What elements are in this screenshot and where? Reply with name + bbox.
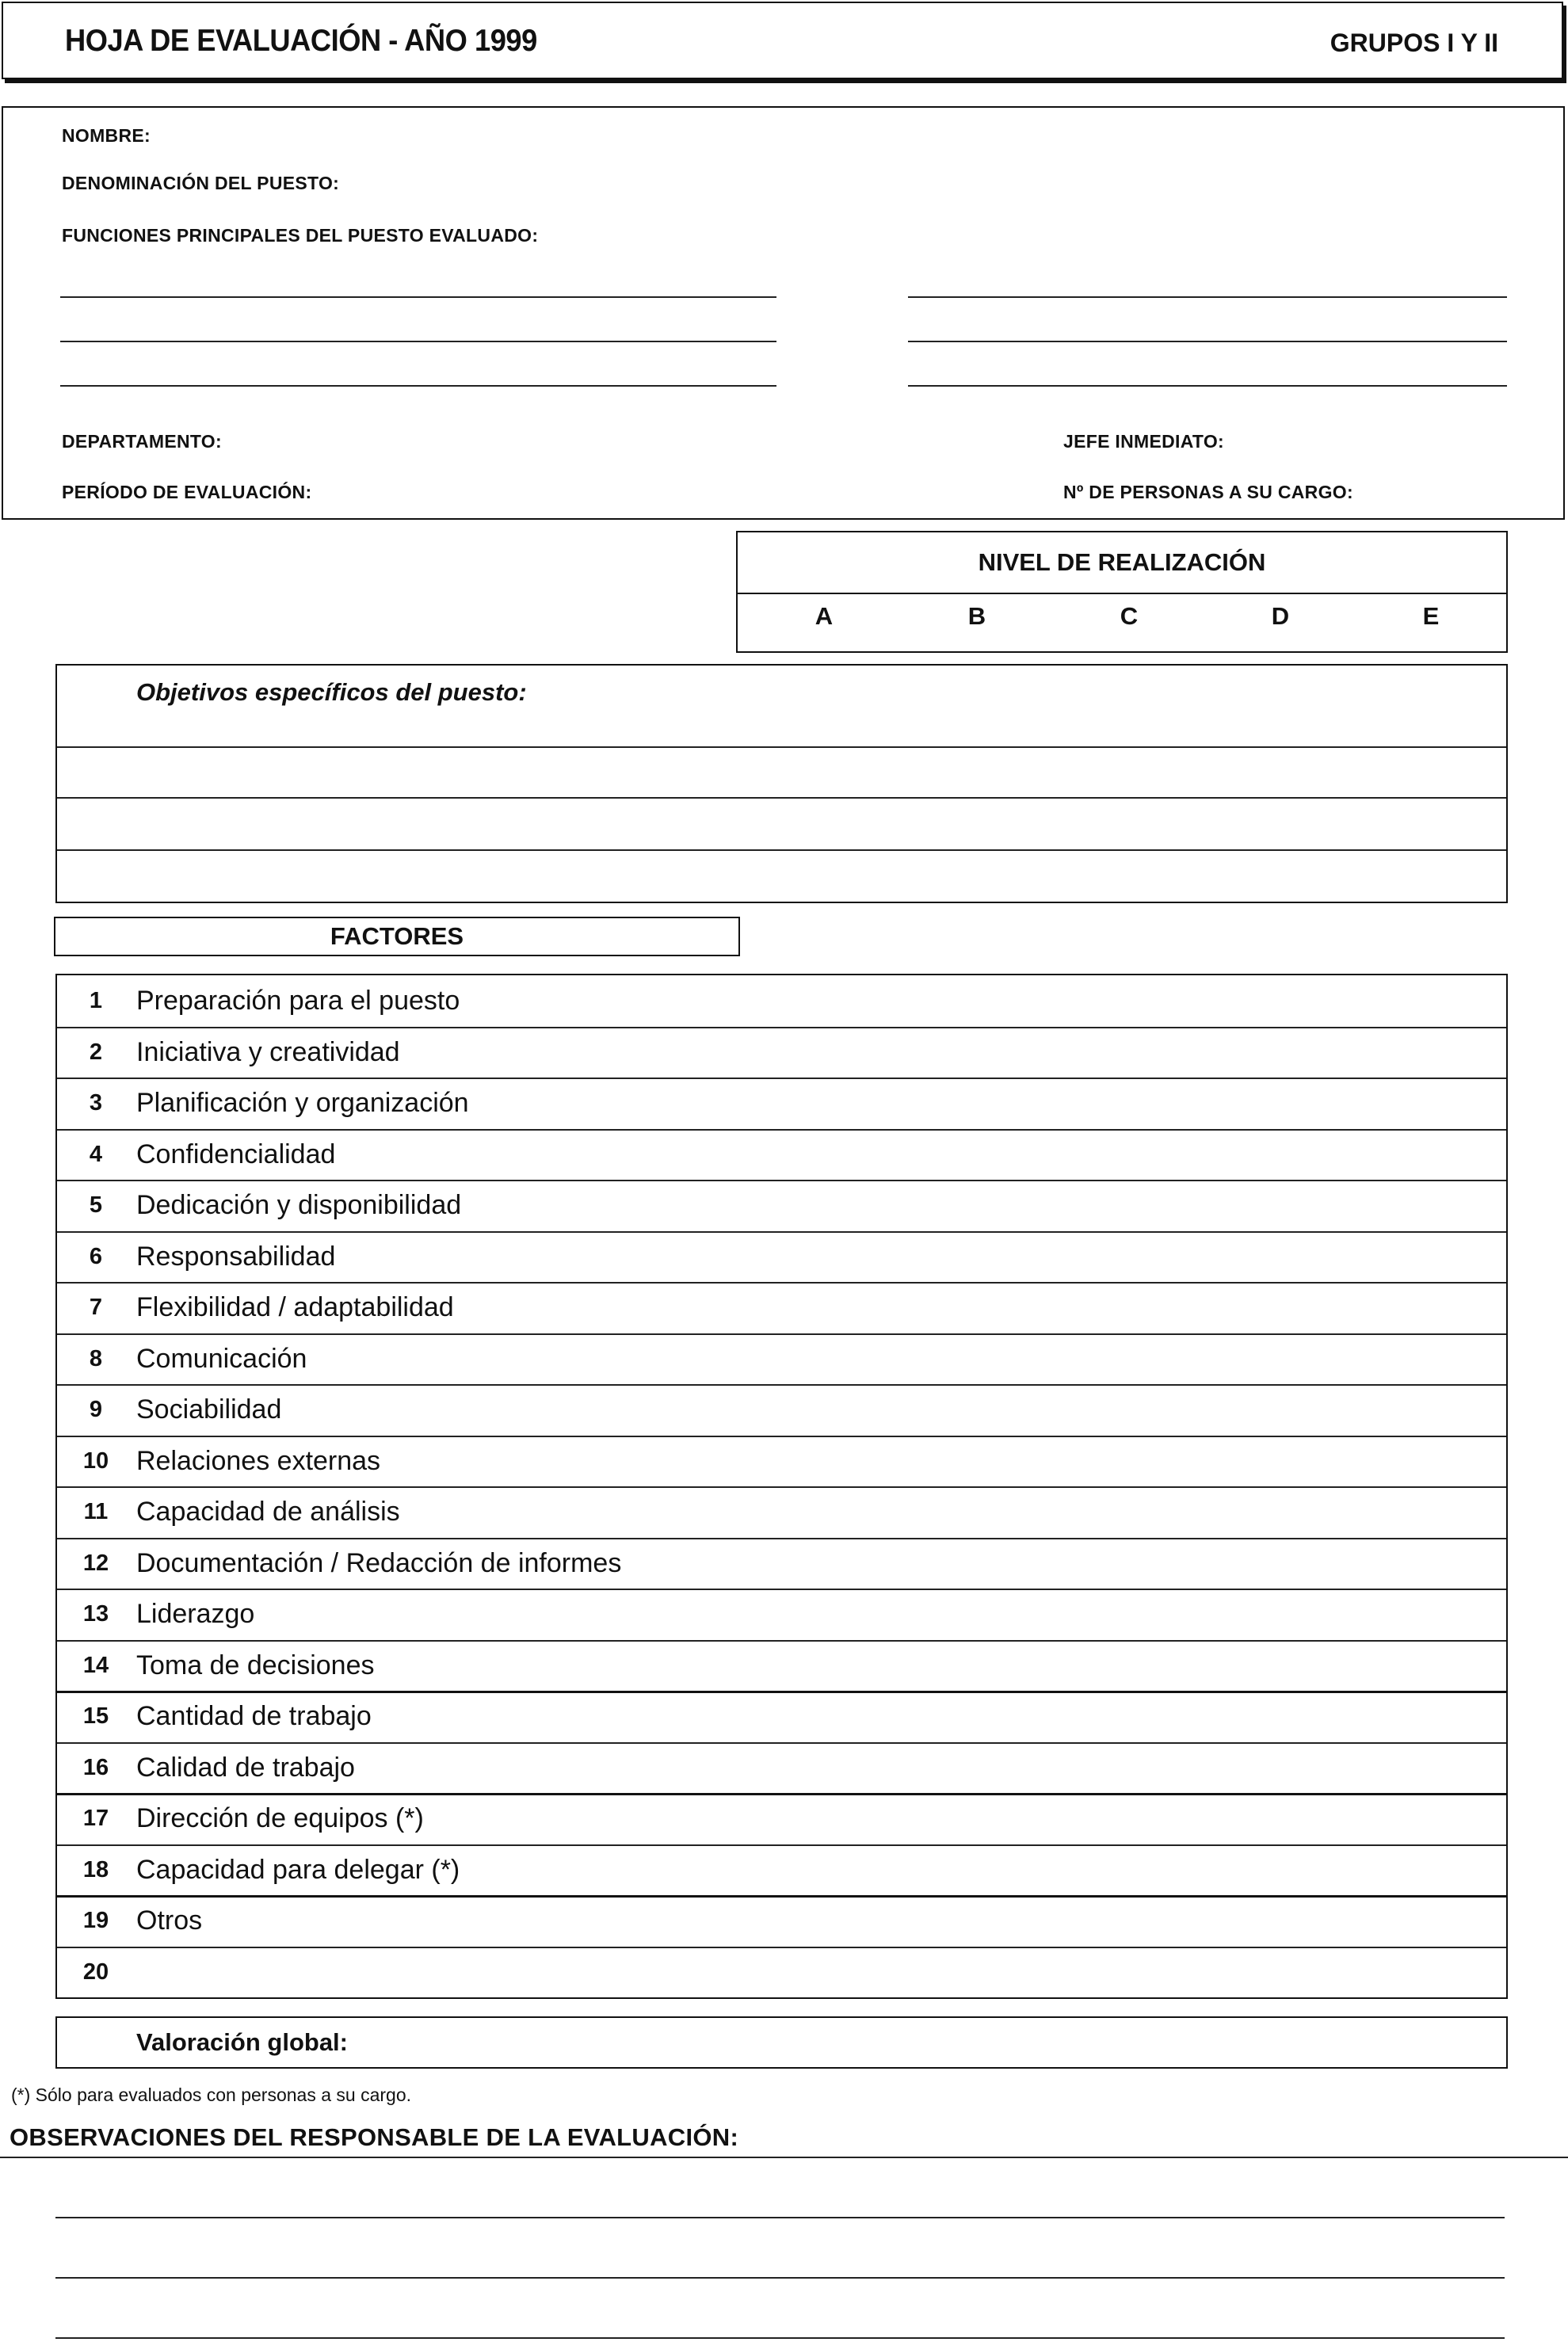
factor-number: 13 xyxy=(82,1601,109,1627)
observaciones-line[interactable] xyxy=(55,2217,1505,2218)
factor-label: Sociabilidad xyxy=(136,1394,282,1425)
document-header xyxy=(2,2,1563,79)
factor-row[interactable] xyxy=(57,1333,1506,1387)
factor-number: 12 xyxy=(82,1550,109,1576)
funciones-label: FUNCIONES PRINCIPALES DEL PUESTO EVALUADO: xyxy=(62,225,539,246)
factor-number: 10 xyxy=(82,1448,109,1474)
footnote: (*) Sólo para evaluados con personas a su cargo. xyxy=(11,2085,412,2105)
factor-label: Liderazgo xyxy=(136,1599,255,1629)
factor-row[interactable] xyxy=(57,1844,1506,1898)
factor-row[interactable] xyxy=(57,1129,1506,1182)
factor-number: 19 xyxy=(82,1908,109,1933)
denominacion-label: DENOMINACIÓN DEL PUESTO: xyxy=(62,173,340,193)
factor-label: Iniciativa y creatividad xyxy=(136,1036,400,1067)
factor-label: Otros xyxy=(136,1905,203,1936)
factor-row[interactable] xyxy=(57,1640,1506,1694)
periodo-label: PERÍODO DE EVALUACIÓN: xyxy=(62,482,312,502)
factor-number: 11 xyxy=(83,1499,109,1524)
observaciones-line[interactable] xyxy=(55,2337,1505,2339)
nivel-realizacion-box xyxy=(736,531,1508,653)
factor-label: Cantidad de trabajo xyxy=(136,1701,372,1731)
observaciones-line[interactable] xyxy=(55,2277,1505,2279)
document-title: HOJA DE EVALUACIÓN - AÑO 1999 xyxy=(65,24,537,58)
factor-row[interactable] xyxy=(57,1282,1506,1335)
factor-label: Documentación / Redacción de informes xyxy=(136,1547,622,1578)
factor-number: 18 xyxy=(82,1856,109,1882)
funciones-line[interactable] xyxy=(60,385,776,387)
factor-label: Dedicación y disponibilidad xyxy=(136,1190,462,1220)
objetivo-line[interactable] xyxy=(57,849,1506,851)
jefe-inmediato-label: JEFE INMEDIATO: xyxy=(1063,431,1224,452)
factor-label: Capacidad de análisis xyxy=(136,1497,400,1527)
valoracion-global-label: Valoración global: xyxy=(136,2028,348,2056)
factor-label: Capacidad para delegar (*) xyxy=(136,1854,460,1885)
factor-row[interactable] xyxy=(57,1231,1506,1284)
factor-label: Flexibilidad / adaptabilidad xyxy=(136,1292,454,1322)
factor-row[interactable] xyxy=(57,1027,1506,1080)
factor-row[interactable] xyxy=(57,1895,1506,1948)
level-b: B xyxy=(967,602,986,630)
factor-row[interactable] xyxy=(57,1793,1506,1846)
nombre-label: NOMBRE: xyxy=(62,125,151,146)
factor-label: Toma de decisiones xyxy=(136,1650,375,1680)
funciones-line[interactable] xyxy=(908,296,1507,298)
funciones-line[interactable] xyxy=(908,341,1507,342)
factor-row[interactable] xyxy=(57,1078,1506,1131)
factor-label: Comunicación xyxy=(136,1343,307,1374)
factor-number: 2 xyxy=(89,1039,103,1065)
funciones-line[interactable] xyxy=(60,341,776,342)
factor-number: 6 xyxy=(89,1243,103,1269)
factor-number: 17 xyxy=(82,1806,109,1831)
funciones-line[interactable] xyxy=(908,385,1507,387)
factor-number: 20 xyxy=(82,1959,109,1985)
factor-row[interactable] xyxy=(57,1742,1506,1796)
factor-row[interactable] xyxy=(57,1384,1506,1437)
level-c: C xyxy=(1120,602,1139,630)
factor-row[interactable] xyxy=(57,1947,1506,1998)
factor-number: 15 xyxy=(82,1703,109,1729)
personas-a-cargo-label: Nº DE PERSONAS A SU CARGO: xyxy=(1063,482,1353,502)
factor-number: 4 xyxy=(89,1141,103,1167)
factor-label: Planificación y organización xyxy=(136,1088,469,1118)
factor-row[interactable] xyxy=(57,1589,1506,1642)
factor-label: Confidencialidad xyxy=(136,1139,336,1169)
factor-label: Dirección de equipos (*) xyxy=(136,1803,424,1833)
factor-row[interactable] xyxy=(57,1538,1506,1591)
factores-header: FACTORES xyxy=(54,917,740,956)
factor-label: Preparación para el puesto xyxy=(136,986,460,1016)
factor-number: 5 xyxy=(89,1192,103,1218)
factor-row[interactable] xyxy=(57,1486,1506,1539)
factor-number: 7 xyxy=(89,1295,103,1320)
objetivos-title: Objetivos específicos del puesto: xyxy=(136,678,527,706)
factor-row[interactable] xyxy=(57,975,1506,1028)
factor-number: 9 xyxy=(89,1397,103,1422)
factor-label: Calidad de trabajo xyxy=(136,1752,355,1783)
factor-number: 14 xyxy=(82,1652,109,1678)
factor-row[interactable] xyxy=(57,1436,1506,1489)
factor-label: Responsabilidad xyxy=(136,1241,336,1272)
objetivo-line[interactable] xyxy=(57,797,1506,799)
observaciones-line[interactable] xyxy=(0,2157,1568,2158)
level-a: A xyxy=(815,602,834,630)
employee-info-box xyxy=(2,106,1565,520)
level-e: E xyxy=(1422,602,1440,630)
objetivos-box xyxy=(55,664,1508,903)
groups-label: GRUPOS I Y II xyxy=(1330,29,1498,57)
factor-label: Relaciones externas xyxy=(136,1445,381,1476)
valoracion-global-box[interactable] xyxy=(55,2016,1508,2069)
nivel-realizacion-title: NIVEL DE REALIZACIÓN xyxy=(738,532,1506,594)
factor-number: 3 xyxy=(89,1090,103,1116)
funciones-line[interactable] xyxy=(60,296,776,298)
level-d: D xyxy=(1271,602,1290,630)
factor-number: 1 xyxy=(89,988,103,1013)
departamento-label: DEPARTAMENTO: xyxy=(62,431,222,452)
factor-number: 16 xyxy=(82,1754,109,1780)
factor-row[interactable] xyxy=(57,1691,1506,1744)
factor-number: 8 xyxy=(89,1345,103,1371)
factores-table xyxy=(55,974,1508,1999)
objetivo-line[interactable] xyxy=(57,746,1506,748)
factor-row[interactable] xyxy=(57,1180,1506,1233)
observaciones-title: OBSERVACIONES DEL RESPONSABLE DE LA EVALUACIÓN: xyxy=(10,2123,739,2151)
